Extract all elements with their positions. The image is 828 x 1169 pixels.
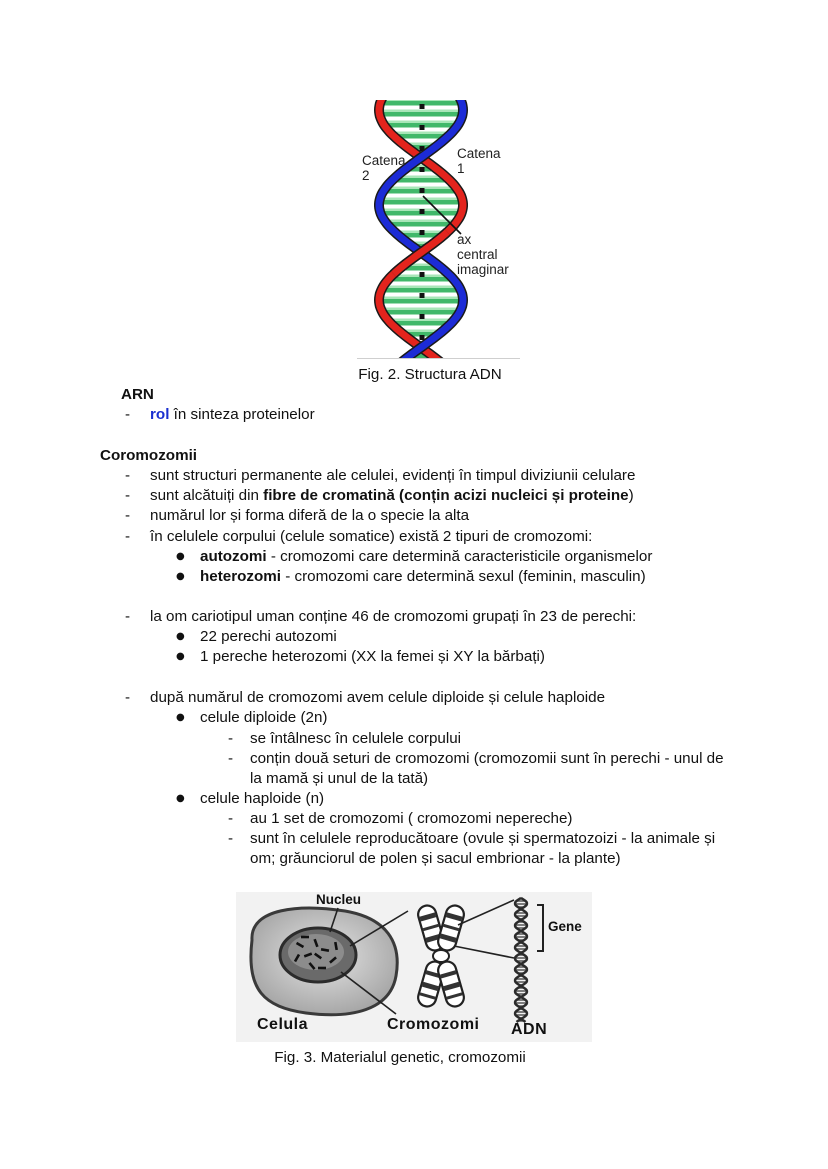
section-heading-arn: ARN — [121, 386, 154, 403]
list-item: la om cariotipul uman conține 46 de cromozomi grupați în 23 de perechi: — [150, 608, 637, 625]
axis-marker — [420, 125, 425, 130]
keyword-rol: rol — [150, 406, 170, 423]
sub-list-item — [200, 567, 646, 587]
axis-label-line: central — [457, 247, 498, 262]
term-heterozomi: heterozomi — [200, 568, 282, 585]
axis-marker — [420, 167, 425, 172]
list-marker-bullet: ● — [176, 793, 185, 804]
list-marker-dash: - — [125, 608, 131, 625]
axis-label-line: imaginar — [457, 262, 509, 277]
base-pair-highlight — [383, 121, 458, 124]
label-cell: Celula — [257, 1016, 309, 1033]
nucleus-chromosome-mark — [301, 936, 309, 939]
axis-marker — [420, 230, 425, 235]
figure-caption-genetic: Fig. 3. Materialul genetic, cromozomii — [274, 1049, 526, 1066]
sub-list-item: 22 perechi autozomi — [200, 628, 337, 645]
label-dna: ADN — [511, 1021, 548, 1038]
strand-2-label — [362, 153, 406, 183]
list-item-bold-text: fibre de cromatină (conțin acizi nucleici și proteine — [263, 487, 629, 504]
sub-list-item: celule diploide (2n) — [200, 709, 328, 726]
base-pair-highlight — [382, 286, 461, 289]
axis-label-line: ax — [457, 232, 472, 247]
list-item — [150, 405, 315, 425]
centromere — [433, 950, 449, 962]
list-marker-dash: - — [125, 487, 131, 504]
list-marker-dash: - — [228, 750, 234, 767]
list-marker-dash: - — [125, 507, 131, 524]
list-marker-bullet: ● — [176, 571, 185, 582]
section-heading-chromosomes: Coromozomii — [100, 447, 198, 464]
list-item-text: în sinteza proteinelor — [169, 406, 315, 423]
strand-2-label-number: 2 — [362, 168, 370, 183]
list-marker-dash: - — [228, 730, 234, 747]
nested-list-item: se întâlnesc în celulele corpului — [250, 730, 462, 747]
list-item — [150, 486, 634, 506]
list-item-text: sunt alcătuiți din — [150, 487, 264, 504]
label-nucleus: Nucleu — [316, 892, 362, 907]
sub-list-item-text: - cromozomi care determină caracteristicile organismelor — [266, 548, 653, 565]
nested-list-item: sunt în celulele reproducătoare (ovule și spermatozoizi - la animale și — [250, 830, 716, 847]
list-marker-bullet: ● — [176, 631, 185, 642]
list-item: sunt structuri permanente ale celulei, evidenți în timpul diviziunii celulare — [150, 467, 636, 484]
strand-1-label — [457, 146, 501, 176]
base-pair-highlight — [380, 99, 461, 102]
list-item: în celulele corpului (celule somatice) există 2 tipuri de cromozomi: — [150, 528, 593, 545]
base-pair-highlight — [379, 198, 462, 201]
list-marker-dash: - — [125, 406, 131, 423]
axis-marker — [420, 314, 425, 319]
nested-list-item-continuation: la mamă și unul de la tată) — [250, 770, 429, 787]
list-marker-dash: - — [125, 467, 131, 484]
base-pair-highlight — [379, 110, 463, 113]
nested-list-item: conțin două seturi de cromozomi (cromozomii sunt în perechi - unul de — [250, 750, 724, 767]
list-marker-dash: - — [125, 689, 131, 706]
base-pair-highlight — [386, 220, 456, 223]
list-marker-bullet: ● — [176, 651, 185, 662]
nested-list-item: au 1 set de cromozomi ( cromozomi nepereche) — [250, 810, 573, 827]
list-marker-dash: - — [228, 810, 234, 827]
axis-marker — [420, 104, 425, 109]
dna-double-helix — [379, 96, 463, 363]
strand-1-label-number: 1 — [457, 161, 465, 176]
list-marker-bullet: ● — [176, 712, 185, 723]
label-chromosomes: Cromozomi — [387, 1016, 480, 1033]
base-pair-highlight — [393, 132, 450, 135]
axis-marker — [420, 272, 425, 277]
axis-label — [457, 232, 509, 277]
axis-marker — [420, 293, 425, 298]
term-autozomi: autozomi — [200, 548, 267, 565]
list-item: după numărul de cromozomi avem celule diploide și celule haploide — [150, 689, 606, 706]
strand-1-label-word: Catena — [457, 146, 501, 161]
base-pair-highlight — [382, 308, 461, 311]
list-item: numărul lor și forma diferă de la o specie la alta — [150, 507, 470, 524]
label-genes: Gene — [548, 919, 582, 934]
list-marker-dash: - — [228, 830, 234, 847]
sub-list-item: 1 pereche heterozomi (XX la femei și XY la bărbați) — [200, 648, 545, 665]
axis-marker — [420, 209, 425, 214]
nested-list-item-continuation: om; grăunciorul de polen și sacul embrionar - la plante) — [250, 850, 621, 867]
axis-marker — [420, 188, 425, 193]
figure-caption-dna: Fig. 2. Structura ADN — [358, 366, 502, 383]
list-item-text: ) — [628, 487, 634, 504]
nucleus-chromosome-mark — [318, 967, 326, 970]
list-marker-dash: - — [125, 528, 131, 545]
list-marker-bullet: ● — [176, 551, 185, 562]
sub-list-item — [200, 547, 652, 567]
sub-list-item: celule haploide (n) — [200, 790, 325, 807]
axis-marker — [420, 335, 425, 340]
dna-structure-illustration — [355, 95, 525, 363]
sub-list-item-text: - cromozomi care determină sexul (feminin, masculin) — [281, 568, 646, 585]
strand-2-label-word: Catena — [362, 153, 406, 168]
